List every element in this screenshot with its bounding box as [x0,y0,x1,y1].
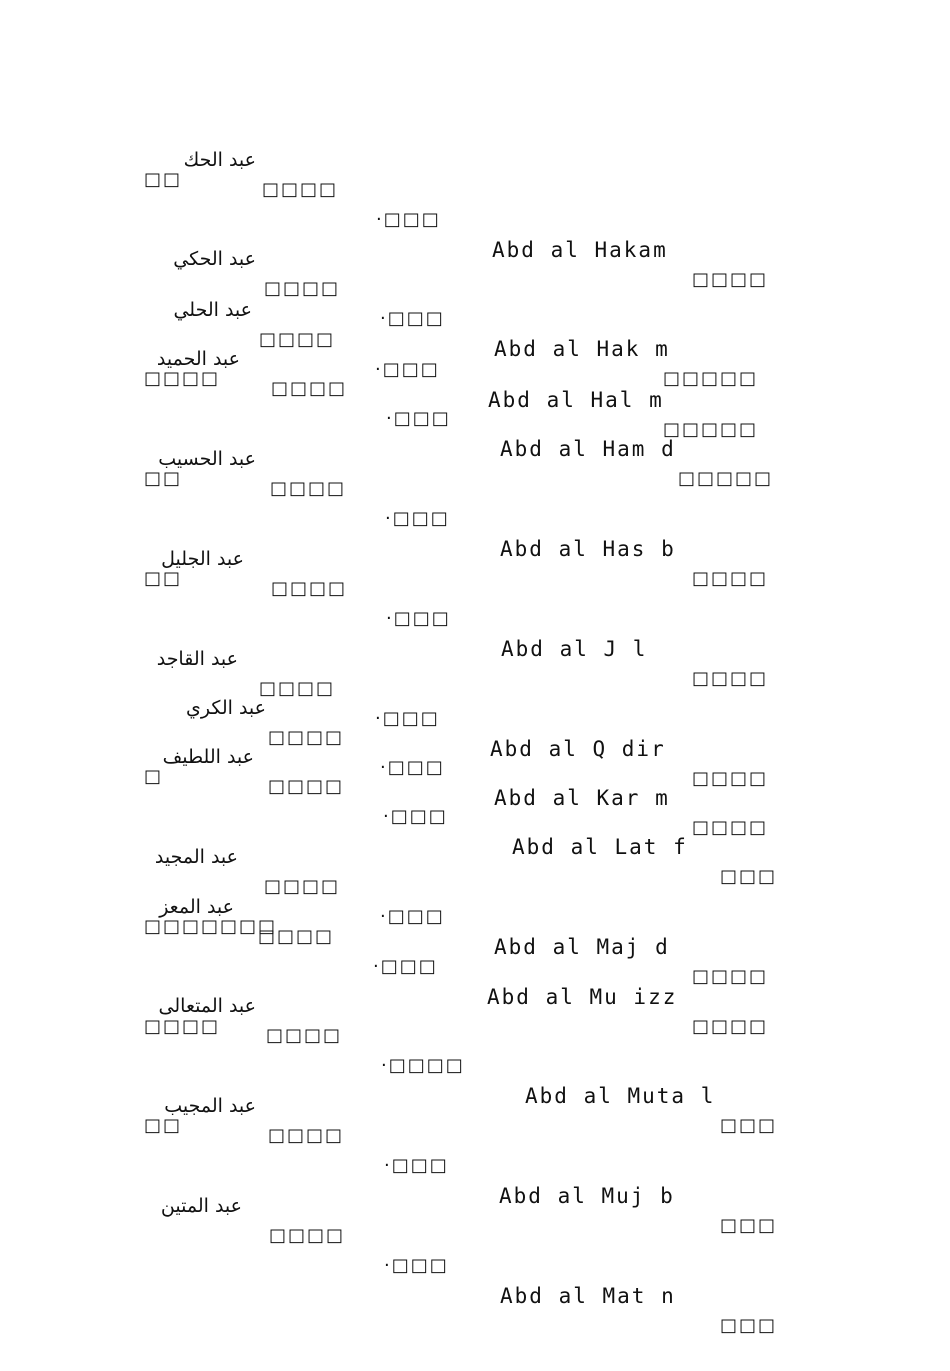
dotted-glyphs: ·□□□ [380,308,445,329]
continuation-line: □□□□ [144,1016,221,1037]
transliteration: Abd al J l [501,637,648,661]
continuation-line: □□ [144,568,183,589]
trailing-glyphs: □□□□□ [663,419,759,440]
dotted-glyphs: ·□□□ [383,806,448,827]
dotted-glyphs: ·□□□ [376,209,441,230]
missing-glyphs: □□□□ [259,329,336,350]
trailing-glyphs: □□□□ [692,817,769,838]
dotted-glyphs: ·□□□ [385,508,450,529]
transliteration: Abd al Maj d [494,935,670,959]
arabic-name: عبد الحكي [173,248,256,270]
trailing-glyphs: □□□□ [692,1016,769,1037]
continuation-line: □ [144,766,164,787]
trailing-glyphs: □□□ [720,1215,778,1236]
trailing-glyphs: □□□ [720,1315,778,1336]
transliteration: Abd al Ham d [500,437,676,461]
missing-glyphs: □□□□ [266,1025,343,1046]
transliteration: Abd al Q dir [490,737,666,761]
trailing-glyphs: □□□ [720,866,778,887]
arabic-name: عبد اللطيف [162,746,254,768]
arabic-name: عبد الحسيب [158,448,256,470]
missing-glyphs: □□□□ [268,776,345,797]
transliteration: Abd al Hal m [488,388,664,412]
dotted-glyphs: ·□□□ [384,1155,449,1176]
missing-glyphs: □□□□ [264,278,341,299]
dotted-glyphs: ·□□□ [380,757,445,778]
trailing-glyphs: □□□□□ [663,368,759,389]
continuation-line: □□ [144,1115,183,1136]
dotted-glyphs: ·□□□ [375,359,440,380]
arabic-name: عبد المجيد [154,846,238,868]
trailing-glyphs: □□□□ [692,269,769,290]
continuation-line: □□□□□□□ [144,916,278,937]
arabic-name: عبد المتعالى [158,995,256,1017]
dotted-glyphs: ·□□□ [375,708,440,729]
transliteration: Abd al Hak m [494,337,670,361]
arabic-name: عبد الحميد [156,348,240,370]
transliteration: Abd al Muta l [525,1084,716,1108]
missing-glyphs: □□□□ [269,1225,346,1246]
trailing-glyphs: □□□□ [692,568,769,589]
arabic-name: عبد المجيب [164,1095,256,1117]
dotted-glyphs: ·□□□ [386,408,451,429]
arabic-name: عبد الجليل [161,548,244,570]
missing-glyphs: □□□□ [258,926,335,947]
missing-glyphs: □□□□ [268,727,345,748]
transliteration: Abd al Lat f [512,835,688,859]
missing-glyphs: □□□□ [259,678,336,699]
transliteration: Abd al Mat n [500,1284,676,1308]
arabic-name: عبد القاجد [156,648,238,670]
dotted-glyphs: ·□□□ [386,608,451,629]
trailing-glyphs: □□□ [720,1115,778,1136]
transliteration: Abd al Mu izz [487,985,678,1009]
dotted-glyphs: ·□□□ [373,956,438,977]
dotted-glyphs: ·□□□ [384,1255,449,1276]
transliteration: Abd al Has b [500,537,676,561]
continuation-line: □□ [144,169,183,190]
arabic-name: عبد المعز [159,896,234,918]
arabic-name: عبد الحك [183,149,256,171]
transliteration: Abd al Kar m [494,786,670,810]
continuation-line: □□□□ [144,368,221,389]
dotted-glyphs: ·□□□□ [381,1055,465,1076]
continuation-line: □□ [144,468,183,489]
arabic-name: عبد الحلي [173,299,252,321]
trailing-glyphs: □□□□ [692,768,769,789]
missing-glyphs: □□□□ [271,578,348,599]
dotted-glyphs: ·□□□ [380,906,445,927]
trailing-glyphs: □□□□ [692,966,769,987]
missing-glyphs: □□□□ [262,179,339,200]
arabic-name: عبد المتين [160,1195,242,1217]
trailing-glyphs: □□□□ [692,668,769,689]
arabic-name: عبد الكري [186,697,266,719]
transliteration: Abd al Hakam [492,238,668,262]
missing-glyphs: □□□□ [271,378,348,399]
missing-glyphs: □□□□ [270,478,347,499]
missing-glyphs: □□□□ [268,1125,345,1146]
missing-glyphs: □□□□ [264,876,341,897]
transliteration: Abd al Muj b [499,1184,675,1208]
trailing-glyphs: □□□□□ [678,468,774,489]
